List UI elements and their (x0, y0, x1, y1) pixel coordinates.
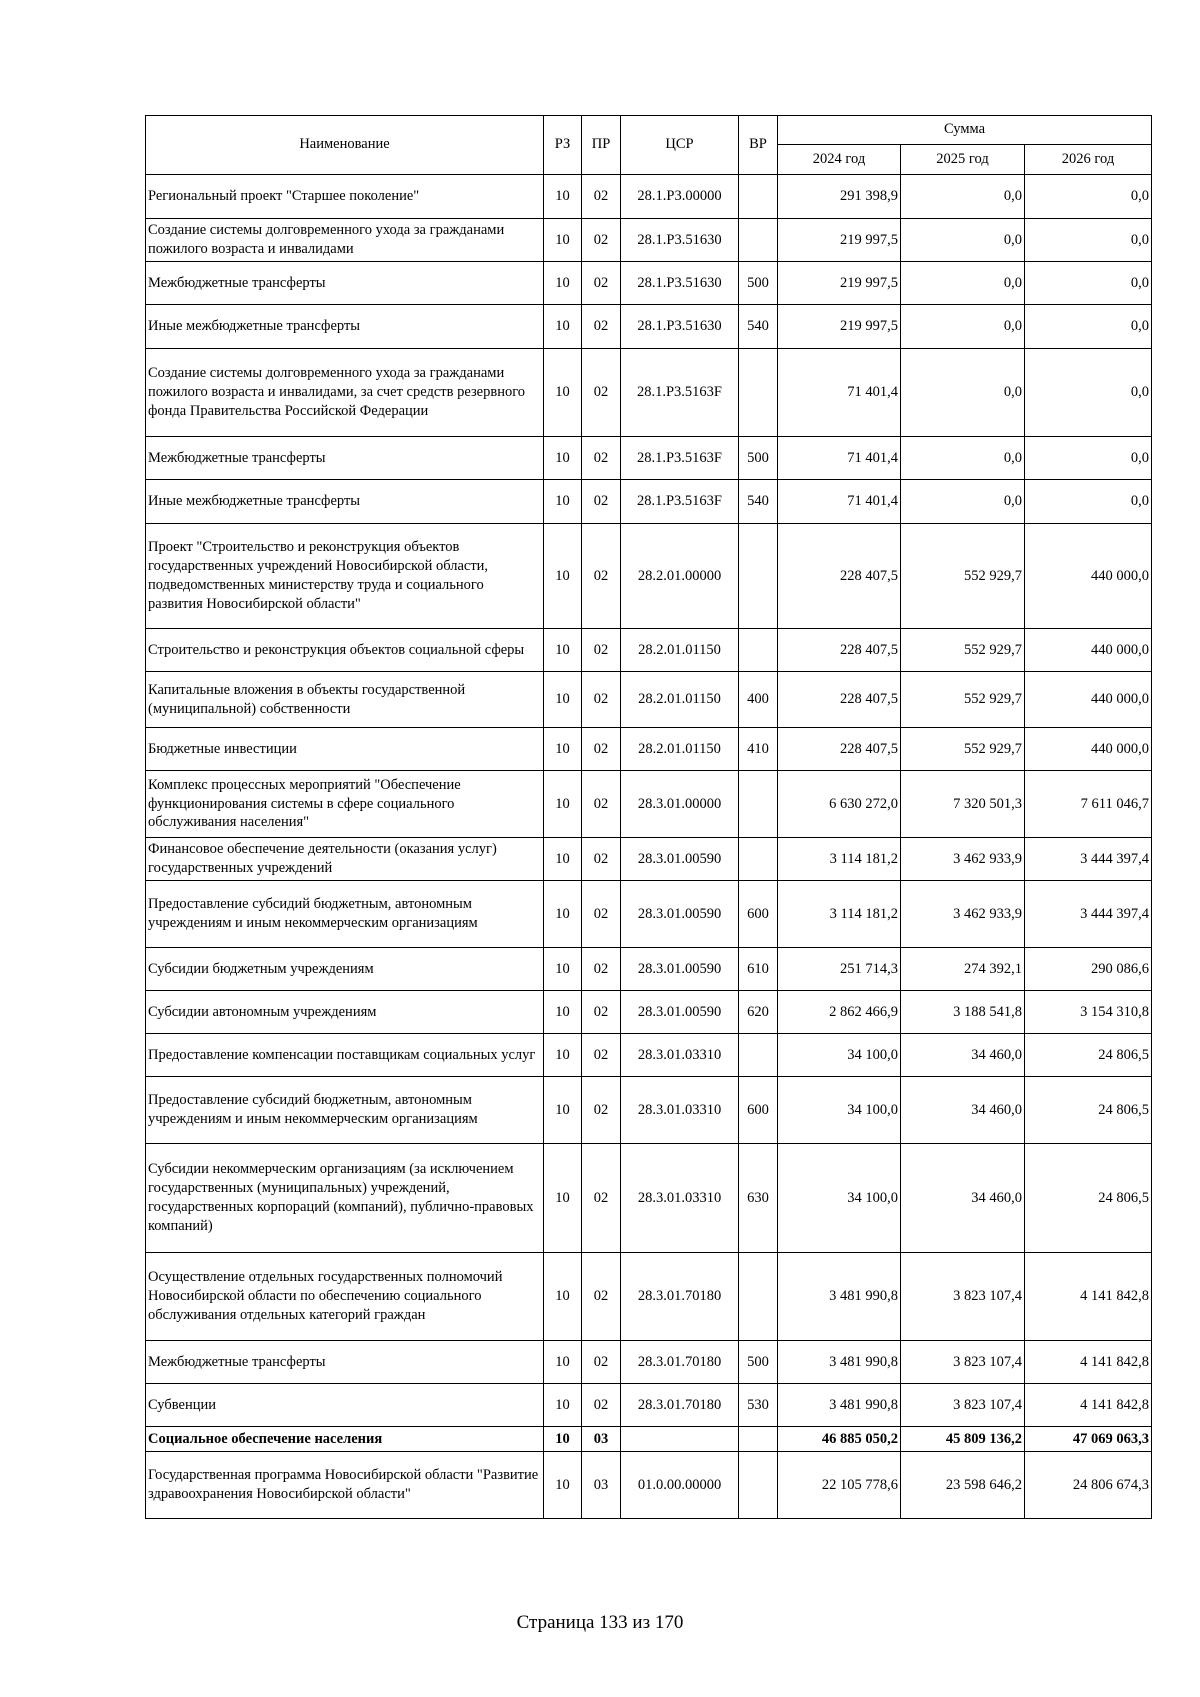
row-sum-2025: 23 598 646,2 (901, 1452, 1025, 1519)
row-sum-2026: 47 069 063,3 (1025, 1427, 1152, 1452)
table-row (146, 881, 1152, 948)
row-vr (739, 771, 778, 838)
row-pr: 02 (582, 1077, 621, 1144)
row-rz: 10 (544, 1341, 582, 1384)
table-row (146, 349, 1152, 437)
table-body (146, 175, 1152, 1519)
row-name: Межбюджетные трансферты (146, 262, 544, 305)
row-name: Предоставление компенсации поставщикам социальных услуг (146, 1034, 544, 1077)
row-sum-2026: 0,0 (1025, 480, 1152, 524)
row-rz: 10 (544, 262, 582, 305)
row-sum-2024: 219 997,5 (778, 262, 901, 305)
row-sum-2026: 3 444 397,4 (1025, 838, 1152, 881)
row-sum-2026: 24 806,5 (1025, 1077, 1152, 1144)
row-sum-2025: 552 929,7 (901, 728, 1025, 771)
row-vr (739, 524, 778, 629)
row-name: Комплекс процессных мероприятий "Обеспечение функционирования системы в сфере социального обслуживания населения" (146, 771, 544, 838)
row-vr: 600 (739, 1077, 778, 1144)
row-sum-2026: 0,0 (1025, 219, 1152, 262)
row-sum-2025: 7 320 501,3 (901, 771, 1025, 838)
row-vr (739, 1427, 778, 1452)
row-vr (739, 349, 778, 437)
row-vr (739, 838, 778, 881)
table-row (146, 175, 1152, 219)
row-csr: 28.3.01.00590 (621, 948, 739, 991)
row-sum-2024: 228 407,5 (778, 672, 901, 728)
header-vr: ВР (739, 116, 778, 175)
row-pr: 03 (582, 1452, 621, 1519)
row-pr: 02 (582, 728, 621, 771)
row-sum-2024: 71 401,4 (778, 437, 901, 480)
row-csr: 28.1.Р3.51630 (621, 305, 739, 349)
table-row (146, 629, 1152, 672)
table-row (146, 219, 1152, 262)
row-sum-2026: 440 000,0 (1025, 672, 1152, 728)
row-sum-2024: 219 997,5 (778, 219, 901, 262)
row-sum-2025: 274 392,1 (901, 948, 1025, 991)
row-vr (739, 629, 778, 672)
row-sum-2024: 219 997,5 (778, 305, 901, 349)
row-csr: 28.3.01.00590 (621, 881, 739, 948)
row-sum-2026: 24 806 674,3 (1025, 1452, 1152, 1519)
row-sum-2025: 552 929,7 (901, 629, 1025, 672)
row-vr (739, 175, 778, 219)
row-name: Создание системы долговременного ухода за гражданами пожилого возраста и инвалидами (146, 219, 544, 262)
row-csr: 28.3.01.03310 (621, 1077, 739, 1144)
row-sum-2024: 291 398,9 (778, 175, 901, 219)
table-row (146, 262, 1152, 305)
row-csr: 28.3.01.00590 (621, 991, 739, 1034)
row-sum-2025: 0,0 (901, 219, 1025, 262)
row-rz: 10 (544, 1077, 582, 1144)
row-csr: 28.1.Р3.51630 (621, 219, 739, 262)
row-sum-2024: 6 630 272,0 (778, 771, 901, 838)
row-pr: 02 (582, 672, 621, 728)
table-row (146, 1341, 1152, 1384)
row-sum-2026: 4 141 842,8 (1025, 1253, 1152, 1341)
row-sum-2025: 0,0 (901, 262, 1025, 305)
row-pr: 02 (582, 175, 621, 219)
row-sum-2025: 3 462 933,9 (901, 881, 1025, 948)
row-vr: 530 (739, 1384, 778, 1427)
row-name: Проект "Строительство и реконструкция объектов государственных учреждений Новосибирской области, подведомственных министерству труда и социального развития Новосибирской области" (146, 524, 544, 629)
row-sum-2024: 228 407,5 (778, 524, 901, 629)
row-rz: 10 (544, 1144, 582, 1253)
row-rz: 10 (544, 672, 582, 728)
row-csr: 28.1.Р3.5163F (621, 349, 739, 437)
row-sum-2024: 3 114 181,2 (778, 881, 901, 948)
row-rz: 10 (544, 480, 582, 524)
row-rz: 10 (544, 1034, 582, 1077)
row-sum-2024: 2 862 466,9 (778, 991, 901, 1034)
row-name: Межбюджетные трансферты (146, 1341, 544, 1384)
row-rz: 10 (544, 524, 582, 629)
row-csr: 28.2.01.01150 (621, 672, 739, 728)
row-sum-2026: 4 141 842,8 (1025, 1384, 1152, 1427)
row-rz: 10 (544, 437, 582, 480)
row-pr: 02 (582, 771, 621, 838)
row-name: Финансовое обеспечение деятельности (оказания услуг) государственных учреждений (146, 838, 544, 881)
header-csr: ЦСР (621, 116, 739, 175)
page-number: Страница 133 из 170 (516, 1612, 684, 1633)
row-sum-2024: 34 100,0 (778, 1034, 901, 1077)
row-sum-2025: 0,0 (901, 437, 1025, 480)
row-sum-2025: 0,0 (901, 349, 1025, 437)
row-name: Иные межбюджетные трансферты (146, 480, 544, 524)
row-sum-2026: 290 086,6 (1025, 948, 1152, 991)
row-pr: 02 (582, 948, 621, 991)
row-rz: 10 (544, 991, 582, 1034)
row-pr: 02 (582, 991, 621, 1034)
row-csr: 28.3.01.00590 (621, 838, 739, 881)
row-csr: 28.3.01.00000 (621, 771, 739, 838)
row-sum-2025: 34 460,0 (901, 1144, 1025, 1253)
row-csr: 28.2.01.01150 (621, 629, 739, 672)
row-pr: 02 (582, 1253, 621, 1341)
row-sum-2025: 3 823 107,4 (901, 1341, 1025, 1384)
row-vr: 500 (739, 1341, 778, 1384)
table-row (146, 524, 1152, 629)
row-sum-2026: 7 611 046,7 (1025, 771, 1152, 838)
row-sum-2025: 3 823 107,4 (901, 1253, 1025, 1341)
row-sum-2026: 4 141 842,8 (1025, 1341, 1152, 1384)
row-sum-2026: 440 000,0 (1025, 629, 1152, 672)
table-row (146, 1452, 1152, 1519)
table-row (146, 1034, 1152, 1077)
table-row (146, 838, 1152, 881)
header-name: Наименование (146, 116, 544, 175)
row-sum-2024: 34 100,0 (778, 1144, 901, 1253)
row-csr: 01.0.00.00000 (621, 1452, 739, 1519)
row-csr: 28.2.01.00000 (621, 524, 739, 629)
row-sum-2024: 34 100,0 (778, 1077, 901, 1144)
row-pr: 02 (582, 262, 621, 305)
row-name: Осуществление отдельных государственных полномочий Новосибирской области по обеспечению социального обслуживания отдельных категорий граждан (146, 1253, 544, 1341)
row-name: Межбюджетные трансферты (146, 437, 544, 480)
table-row (146, 1384, 1152, 1427)
row-pr: 02 (582, 1341, 621, 1384)
row-rz: 10 (544, 728, 582, 771)
row-sum-2025: 552 929,7 (901, 524, 1025, 629)
row-pr: 02 (582, 305, 621, 349)
row-name: Создание системы долговременного ухода за гражданами пожилого возраста и инвалидами, за счет средств резервного фонда Правительства Российской Федерации (146, 349, 544, 437)
row-sum-2025: 552 929,7 (901, 672, 1025, 728)
row-sum-2026: 24 806,5 (1025, 1034, 1152, 1077)
table-row (146, 1077, 1152, 1144)
row-vr: 500 (739, 262, 778, 305)
table-row (146, 1253, 1152, 1341)
row-rz: 10 (544, 1253, 582, 1341)
row-pr: 02 (582, 480, 621, 524)
row-rz: 10 (544, 349, 582, 437)
row-sum-2026: 440 000,0 (1025, 524, 1152, 629)
row-vr: 540 (739, 480, 778, 524)
row-sum-2025: 34 460,0 (901, 1034, 1025, 1077)
row-vr (739, 1452, 778, 1519)
row-vr: 620 (739, 991, 778, 1034)
table-row (146, 437, 1152, 480)
row-name: Субсидии автономным учреждениям (146, 991, 544, 1034)
row-pr: 02 (582, 524, 621, 629)
budget-table (145, 115, 1152, 1519)
row-vr: 540 (739, 305, 778, 349)
row-name: Капитальные вложения в объекты государственной (муниципальной) собственности (146, 672, 544, 728)
row-sum-2025: 0,0 (901, 480, 1025, 524)
row-rz: 10 (544, 629, 582, 672)
row-name: Государственная программа Новосибирской области "Развитие здравоохранения Новосибирской области" (146, 1452, 544, 1519)
row-pr: 02 (582, 838, 621, 881)
row-sum-2024: 3 114 181,2 (778, 838, 901, 881)
row-rz: 10 (544, 838, 582, 881)
row-sum-2026: 3 154 310,8 (1025, 991, 1152, 1034)
table-row (146, 305, 1152, 349)
row-sum-2024: 46 885 050,2 (778, 1427, 901, 1452)
row-sum-2024: 3 481 990,8 (778, 1384, 901, 1427)
row-sum-2025: 3 823 107,4 (901, 1384, 1025, 1427)
row-vr: 410 (739, 728, 778, 771)
row-sum-2025: 3 462 933,9 (901, 838, 1025, 881)
row-name: Региональный проект "Старшее поколение" (146, 175, 544, 219)
header-year-2025: 2025 год (901, 145, 1025, 175)
row-sum-2026: 0,0 (1025, 437, 1152, 480)
header-rz: РЗ (544, 116, 582, 175)
row-vr: 500 (739, 437, 778, 480)
row-csr (621, 1427, 739, 1452)
row-sum-2024: 22 105 778,6 (778, 1452, 901, 1519)
row-name: Иные межбюджетные трансферты (146, 305, 544, 349)
row-csr: 28.3.01.70180 (621, 1341, 739, 1384)
row-sum-2026: 0,0 (1025, 349, 1152, 437)
row-pr: 02 (582, 1034, 621, 1077)
row-sum-2025: 34 460,0 (901, 1077, 1025, 1144)
row-name: Субсидии бюджетным учреждениям (146, 948, 544, 991)
row-pr: 02 (582, 219, 621, 262)
row-sum-2024: 228 407,5 (778, 728, 901, 771)
row-pr: 02 (582, 629, 621, 672)
row-name: Субсидии некоммерческим организациям (за исключением государственных (муниципальных) учреждений, государственных корпораций (компаний), публично-правовых компаний) (146, 1144, 544, 1253)
row-sum-2026: 0,0 (1025, 175, 1152, 219)
row-csr: 28.2.01.01150 (621, 728, 739, 771)
row-sum-2024: 3 481 990,8 (778, 1341, 901, 1384)
row-csr: 28.3.01.03310 (621, 1144, 739, 1253)
row-pr: 02 (582, 1384, 621, 1427)
row-name: Бюджетные инвестиции (146, 728, 544, 771)
row-sum-2025: 45 809 136,2 (901, 1427, 1025, 1452)
row-rz: 10 (544, 1427, 582, 1452)
row-sum-2025: 0,0 (901, 175, 1025, 219)
row-pr: 02 (582, 881, 621, 948)
row-csr: 28.3.01.03310 (621, 1034, 739, 1077)
row-sum-2024: 251 714,3 (778, 948, 901, 991)
row-sum-2024: 71 401,4 (778, 349, 901, 437)
row-csr: 28.1.Р3.5163F (621, 437, 739, 480)
row-vr (739, 1253, 778, 1341)
row-sum-2024: 3 481 990,8 (778, 1253, 901, 1341)
row-sum-2026: 3 444 397,4 (1025, 881, 1152, 948)
row-sum-2026: 440 000,0 (1025, 728, 1152, 771)
row-vr (739, 1034, 778, 1077)
row-vr: 600 (739, 881, 778, 948)
row-vr: 400 (739, 672, 778, 728)
row-rz: 10 (544, 881, 582, 948)
row-rz: 10 (544, 305, 582, 349)
row-rz: 10 (544, 1452, 582, 1519)
row-pr: 03 (582, 1427, 621, 1452)
table-row (146, 672, 1152, 728)
table-row (146, 728, 1152, 771)
header-year-2026: 2026 год (1025, 145, 1152, 175)
table-row (146, 480, 1152, 524)
row-rz: 10 (544, 1384, 582, 1427)
row-rz: 10 (544, 948, 582, 991)
row-name: Субвенции (146, 1384, 544, 1427)
row-vr (739, 219, 778, 262)
row-name: Предоставление субсидий бюджетным, автономным учреждениям и иным некоммерческим организациям (146, 1077, 544, 1144)
table-header (146, 116, 1152, 175)
row-vr: 630 (739, 1144, 778, 1253)
row-sum-2025: 3 188 541,8 (901, 991, 1025, 1034)
table-row (146, 948, 1152, 991)
header-sum: Сумма (778, 116, 1152, 145)
row-pr: 02 (582, 1144, 621, 1253)
row-pr: 02 (582, 349, 621, 437)
row-vr: 610 (739, 948, 778, 991)
row-csr: 28.1.Р3.51630 (621, 262, 739, 305)
row-sum-2025: 0,0 (901, 305, 1025, 349)
table-row (146, 1144, 1152, 1253)
header-year-2024: 2024 год (778, 145, 901, 175)
row-rz: 10 (544, 175, 582, 219)
table-row (146, 1427, 1152, 1452)
table-row (146, 771, 1152, 838)
row-rz: 10 (544, 771, 582, 838)
row-rz: 10 (544, 219, 582, 262)
row-sum-2024: 71 401,4 (778, 480, 901, 524)
row-sum-2026: 0,0 (1025, 262, 1152, 305)
row-sum-2026: 0,0 (1025, 305, 1152, 349)
row-pr: 02 (582, 437, 621, 480)
row-csr: 28.3.01.70180 (621, 1384, 739, 1427)
row-sum-2024: 228 407,5 (778, 629, 901, 672)
row-name: Предоставление субсидий бюджетным, автономным учреждениям и иным некоммерческим организациям (146, 881, 544, 948)
row-name: Социальное обеспечение населения (146, 1427, 544, 1452)
table-row (146, 991, 1152, 1034)
row-csr: 28.1.Р3.00000 (621, 175, 739, 219)
row-sum-2026: 24 806,5 (1025, 1144, 1152, 1253)
row-name: Строительство и реконструкция объектов социальной сферы (146, 629, 544, 672)
header-pr: ПР (582, 116, 621, 175)
row-csr: 28.1.Р3.5163F (621, 480, 739, 524)
row-csr: 28.3.01.70180 (621, 1253, 739, 1341)
